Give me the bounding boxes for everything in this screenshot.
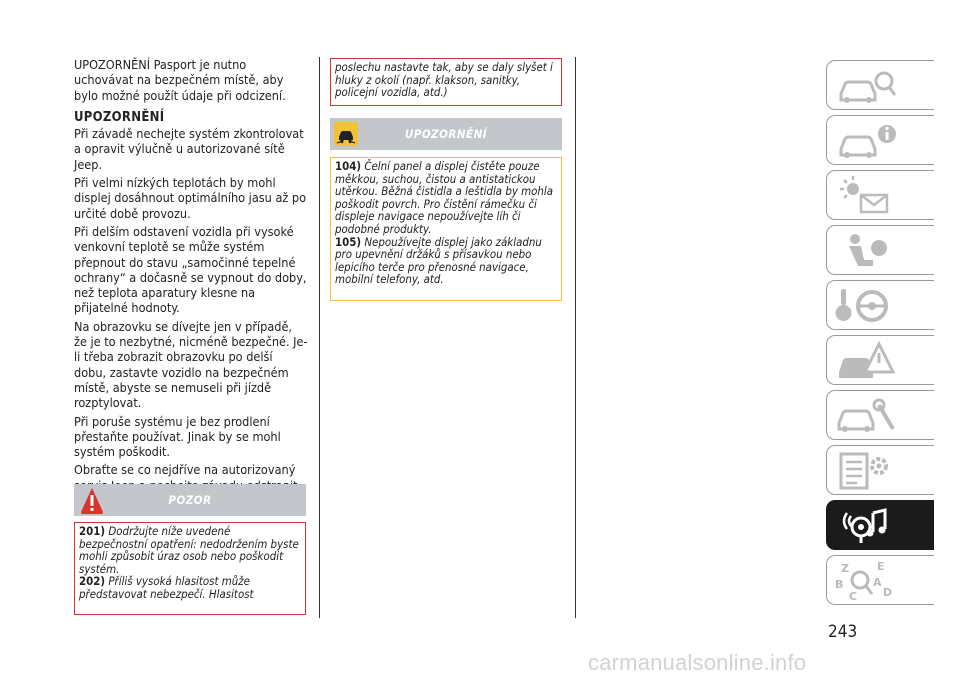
tab-technical-specs[interactable]	[826, 445, 934, 495]
tab-car-search[interactable]	[826, 60, 934, 110]
tab-servicing[interactable]	[826, 390, 934, 440]
paragraph: Obraťte se co nejdříve na autorizovaný	[74, 462, 296, 478]
pozor-title: POZOR	[168, 493, 212, 507]
pozor-item	[79, 575, 301, 600]
continued-warning-text: poslechu nastavte tak, aby se daly slyšet i hluky z okolí (např. klakson, sanitky, policejní vozidla, atd.)	[335, 60, 553, 100]
index-letter: B	[835, 578, 844, 591]
section-heading: UPOZORNĚNÍ	[74, 109, 165, 125]
index-letter: Z	[841, 562, 849, 575]
item-number: 202)	[79, 574, 106, 589]
upozorneni-banner	[330, 118, 562, 150]
car-wrench-icon	[827, 391, 935, 441]
paragraph: Při delším odstavení vozidla při vysoké venkovní teplotě se může systém přepnout do stavu „samočinné tepelné ochrany“ a dočasně se vypnout do doby, než teplota aparatury klesne na přijatelné hodnoty.	[74, 223, 307, 316]
index-letter: D	[883, 586, 893, 599]
pozor-box	[74, 522, 306, 615]
item-text: Dodržujte níže uvedené bezpečnostní opatření: nedodržením byste mohli způsobit úraz osob nebo poškodit systém.	[79, 524, 299, 576]
car-crash-warning-icon	[827, 336, 935, 386]
item-text: Nepoužívejte displej jako základnu pro upevnění držáků s přísavkou nebo lepicího terče pro přenosné navigace, mobilní telefony, atd.	[335, 234, 542, 287]
paragraph: Při velmi nízkých teplotách by mohl displej dosáhnout optimálního jasu až po určité době provozu.	[74, 175, 307, 221]
watermark: carmanualsonline.info	[588, 650, 807, 675]
paragraph: Při poruše systému je bez prodlení přestaňte používat. Jinak by se mohl systém poškodit.	[74, 413, 281, 460]
item-text: Příliš vysoká hlasitost může představovat nebezpečí. Hlasitost	[79, 574, 254, 601]
item-number: 104)	[335, 159, 362, 173]
upozorneni-item	[335, 160, 557, 236]
car-info-icon	[827, 116, 935, 166]
column-divider	[575, 57, 576, 618]
item-number: 201)	[79, 524, 106, 538]
index-letter: C	[849, 590, 858, 603]
upozorneni-title: UPOZORNĚNÍ	[404, 127, 488, 141]
index-letter: E	[877, 560, 885, 573]
tab-multimedia[interactable]	[826, 500, 934, 550]
pozor-item	[79, 525, 301, 575]
tab-warning-lights[interactable]	[826, 170, 934, 220]
item-number: 105)	[335, 234, 362, 249]
steering-wheel-key-icon	[827, 281, 935, 331]
continued-warning-box	[330, 58, 562, 106]
warning-light-mail-icon	[827, 171, 935, 221]
intro-paragraph: UPOZORNĚNÍ Pasport je nutno uchovávat na bezpečném místě, aby bylo možné použít údaje při odcizení.	[74, 57, 286, 103]
tab-car-info[interactable]	[826, 115, 934, 165]
item-text: Čelní panel a displej čistěte pouze měkkou, suchou, čistou a antistatickou utěrkou. Běžná čistidla a leštidla by mohla poškodit povrch. Pro čistění rámečku či displeje navigace nepoužívejte líh či podobné produkty.	[335, 159, 554, 236]
car-search-icon	[827, 61, 935, 111]
tab-emergency[interactable]	[826, 335, 934, 385]
pozor-banner	[74, 484, 306, 516]
upozorneni-item	[335, 236, 557, 286]
multimedia-music-icon	[827, 501, 935, 551]
alphabet-index-icon	[827, 556, 935, 606]
upozorneni-box	[330, 157, 562, 301]
airbag-seat-icon	[827, 226, 935, 276]
column-divider	[319, 57, 320, 618]
left-column	[74, 57, 308, 496]
tab-safety[interactable]	[826, 225, 934, 275]
paragraph: Na obrazovku se dívejte jen v případě, že je to nezbytné, nicméně bezpečné. Je-li třeba zobrazit obrazovku po delší dobu, zastavte vozidlo na bezpečném místě, abyste se nemuseli při jízdě rozptylovat.	[74, 318, 308, 411]
tab-starting-driving[interactable]	[826, 280, 934, 330]
tab-index[interactable]	[826, 555, 934, 605]
specs-gear-icon	[827, 446, 935, 496]
index-letter: A	[873, 576, 882, 589]
page-number: 243	[828, 622, 858, 642]
paragraph: Při závadě nechejte systém zkontrolovat a opravit výlučně u autorizované sítě Jeep.	[74, 126, 304, 172]
